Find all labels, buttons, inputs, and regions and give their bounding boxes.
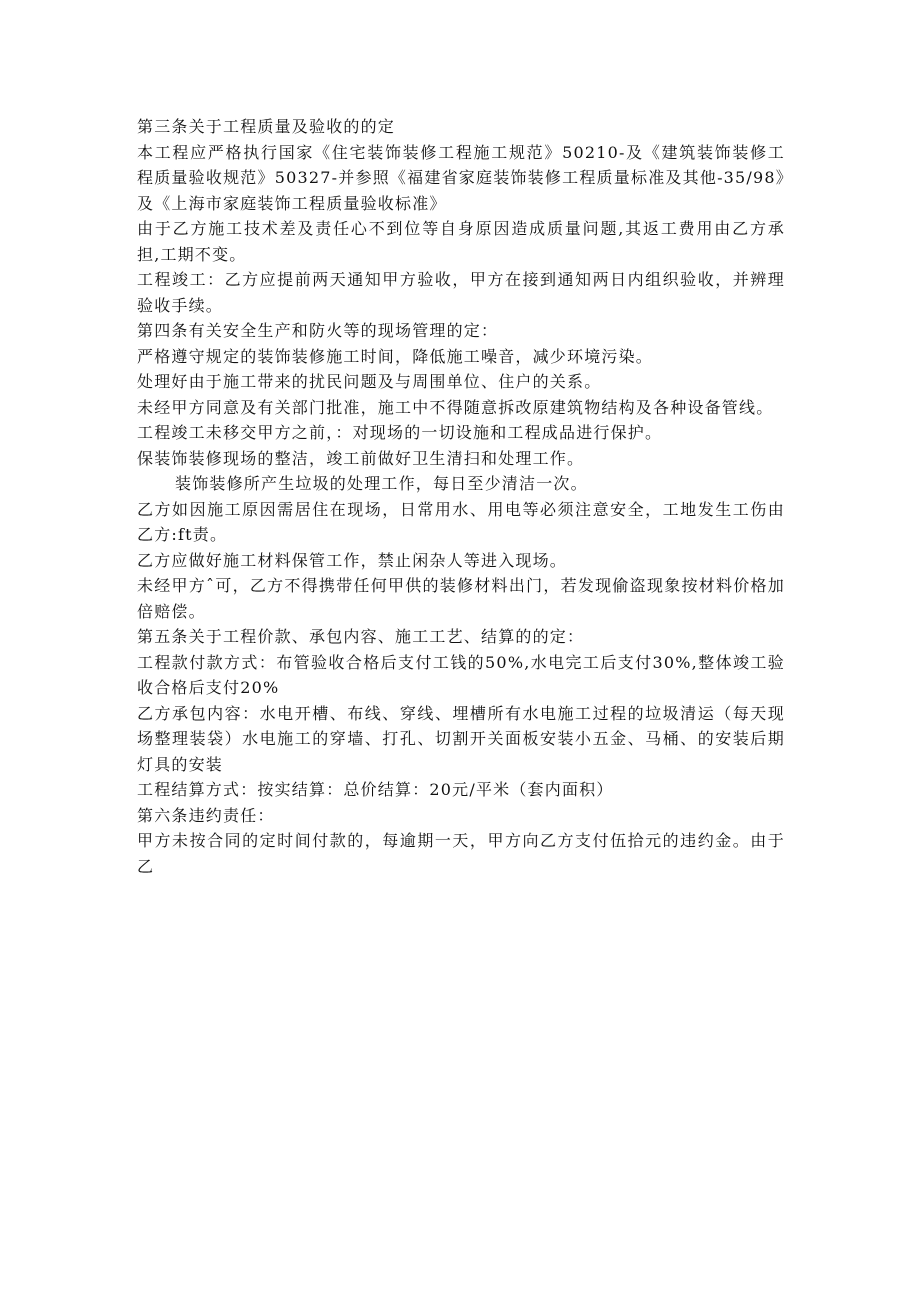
paragraph-quality-standards: 本工程应严格执行国家《住宅装饰装修工程施工规范》50210-及《建筑装饰装修工程质量验收规范》50327-并参照《福建省家庭装饰装修工程质量标准及其他-35/98》及《上海市家庭装饰工程质量验收标准》 [137, 142, 785, 213]
paragraph-material-theft: 未经甲方ˆ可，乙方不得携带任何甲供的装修材料出门，若发现偷盗现象按材料价格加倍赔偿。 [137, 576, 785, 621]
paragraph-completion-acceptance: 工程竣工：乙方应提前两天通知甲方验收，甲方在接到通知两日内组织验收，并辨理验收手续。 [137, 270, 785, 315]
article-6-heading: 第六条违约责任： [137, 805, 275, 825]
paragraph-waste-cleanup: 装饰装修所产生垃圾的处理工作，每日至少清洁一次。 [175, 474, 588, 493]
paragraph-payment-terms: 工程款付款方式：布管验收合格后支付工钱的50%,水电完工后支付30%,整体竣工验收合格后支付20% [137, 652, 785, 697]
paragraph-onsite-living: 乙方如因施工原因需居住在现场，日常用水、用电等必须注意安全，工地发生工伤由乙方:ft责。 [137, 499, 785, 544]
paragraph-settlement-method: 工程结算方式：按实结算：总价结算：20元/平米（套内面积） [137, 780, 614, 799]
paragraph-contract-scope: 乙方承包内容：水电开槽、布线、穿线、埋槽所有水电施工过程的垃圾清运（每天现场整理装袋）水电施工的穿墙、打孔、切割开关面板安装小五金、马桶、的安装后期灯具的安装 [137, 703, 785, 774]
article-4-heading: 第四条有关安全生产和防火等的现场管理的定： [137, 321, 499, 340]
paragraph-construction-hours: 严格遵守规定的装饰装修施工时间，降低施工噪音，减少环境污染。 [137, 346, 654, 366]
paragraph-material-storage: 乙方应做好施工材料保管工作，禁止闲杂人等进入现场。 [137, 550, 568, 570]
article-5-heading: 第五条关于工程价款、承包内容、施工工艺、结算的的定： [137, 627, 585, 646]
paragraph-late-payment-penalty: 甲方未按合同的定时间付款的，每逾期一天，甲方向乙方支付伍拾元的违约金。由于乙 [137, 831, 785, 876]
paragraph-rework-cost: 由于乙方施工技术差及责任心不到位等自身原因造成质量问题,其返工费用由乙方承担,工期不变。 [137, 219, 785, 264]
paragraph-site-cleanliness: 保装饰装修现场的整洁，竣工前做好卫生清扫和处理工作。 [137, 448, 585, 468]
paragraph-site-protection: 工程竣工未移交甲方之前，：对现场的一切设施和工程成品进行保护。 [137, 423, 663, 442]
paragraph-structure-changes: 未经甲方同意及有关部门批准，施工中不得随意拆改原建筑物结构及各种设备管线。 [137, 397, 774, 417]
paragraph-neighbor-relations: 处理好由于施工带来的扰民问题及与周围单位、住户的关系。 [137, 372, 602, 391]
article-3-heading: 第三条关于工程质量及验收的的定 [137, 117, 396, 136]
document-body [137, 114, 785, 879]
